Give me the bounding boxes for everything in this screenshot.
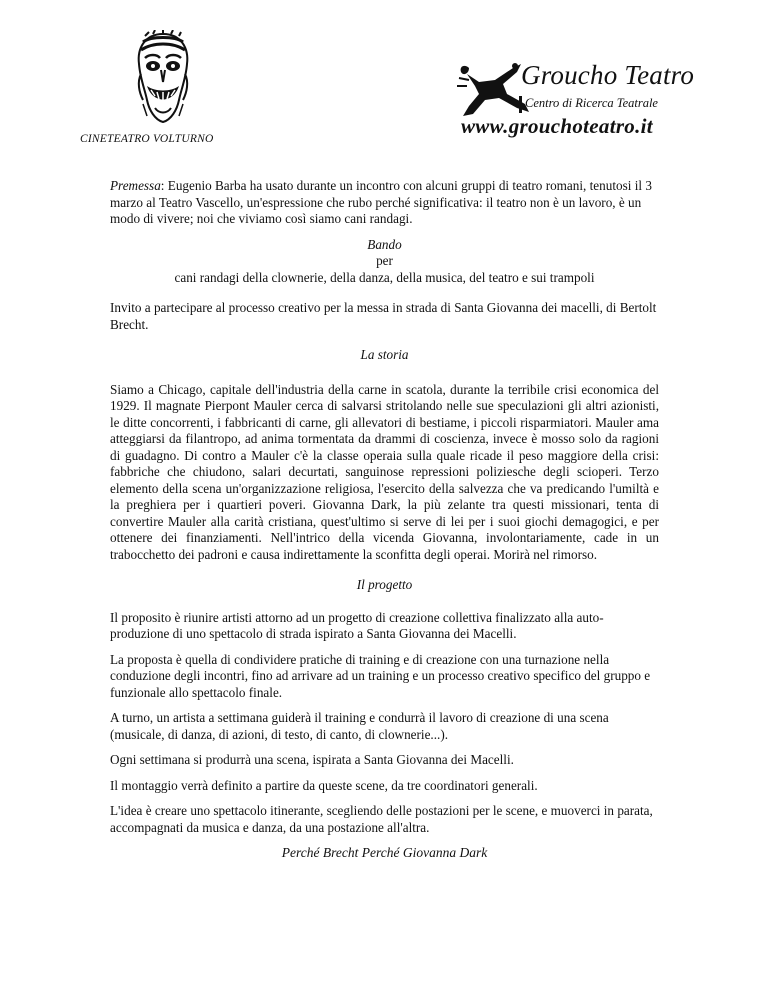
logo-url: www.grouchoteatro.it [461, 114, 653, 138]
premessa-paragraph [110, 178, 659, 228]
premessa-label: Premessa [110, 178, 161, 193]
progetto-heading: Il progetto [356, 577, 413, 592]
progetto-paragraph: La proposta è quella di condividere pratiche di training e di creazione con una turnazione nella conduzione degli incontri, fino ad arrivare ad un training e un processo creativo specifico del gruppo e funzionale allo spettacolo finale. [110, 651, 651, 700]
progetto-paragraph: Ogni settimana si produrrà una scena, ispirata a Santa Giovanna dei Macelli. [110, 752, 514, 767]
premessa-text: : Eugenio Barba ha usato durante un incontro con alcuni gruppi di teatro romani, tenutosi il 3 marzo al Teatro Vascello, un'espressione che rubo perché significativa: il teatro non è un lavoro, è un modo di vivere; noi che viviamo così siamo cani randagi. [110, 178, 652, 226]
bando-per: per [376, 253, 393, 268]
document-body [110, 178, 659, 871]
venue-name: CINETEATRO VOLTURNO [80, 133, 214, 145]
logo-title: Groucho Teatro [521, 60, 695, 90]
storia-heading: La storia [360, 347, 409, 362]
storia-paragraph: Siamo a Chicago, capitale dell'industria della carne in scatola, durante la terribile crisi economica del 1929. Il magnate Pierpont Mauler cerca di salvarsi stritolando nelle sue speculazioni gli altri azionisti, le ditte concorrenti, i fabbricanti di carne, gli allevatori di bestiame, i piccoli risparmiatori. Mauler ama atteggiarsi da filantropo, ad anima tormentata da drammi di coscienza, invece è mosso solo da ragioni di guadagno. Di contro a Mauler c'è la classe operaia sulla quale ricade il peso maggiore della crisi: fabbriche che chiudono, salari decurtati, sanguinose repressioni poliziesche degli scioperi. Terzo elemento della scena un'organizzazione religiosa, l'esercito della salvezza che va predicando l'umiltà e la preghiera per i quartieri poveri. Giovanna Dark, la più zelante tra questi missionari, tenta di convertire Mauler alla carità cristiana, quest'ultimo si serve di lei per i suoi giochi demagogici, e per ottenere dei finanziamenti. Nell'intrico della vicenda Giovanna, involontariamente, cade in un trabocchetto dei padroni e causa indirettamente la sconfitta degli operai. Morirà nel rimorso. [110, 381, 659, 562]
progetto-paragraph: Il proposito è riunire artisti attorno ad un progetto di creazione collettiva finalizzato alla auto-produzione di uno spettacolo di strada ispirato a Santa Giovanna dei Macelli. [110, 609, 604, 641]
logo-divider [519, 96, 522, 113]
logo-subtitle: Centro di Ricerca Teatrale [525, 96, 658, 110]
progetto-paragraph: L'idea è creare uno spettacolo itinerante, scegliendo delle postazioni per le scene, e muoverci in parata, accompagnati da musica e danza, da una postazione all'altra. [110, 803, 653, 835]
bando-block [110, 237, 659, 287]
theatre-mask-icon [133, 30, 193, 125]
final-heading: Perché Brecht Perché Giovanna Dark [281, 845, 488, 860]
progetto-paragraph: A turno, un artista a settimana guiderà il training e condurrà il lavoro di creazione di una scena (musicale, di danza, di azioni, di testo, di canto, di clownerie...). [110, 710, 609, 742]
bando-title: Bando [367, 236, 402, 252]
invito-paragraph: Invito a partecipare al processo creativo per la messa in strada di Santa Giovanna dei macelli, di Bertolt Brecht. [110, 300, 657, 332]
groucho-teatro-logo [455, 58, 695, 140]
bando-subtitle: cani randagi della clownerie, della danza, della musica, del teatro e sui trampoli [174, 269, 595, 285]
progetto-paragraph: Il montaggio verrà definito a partire da queste scene, da tre coordinatori generali. [110, 777, 538, 793]
